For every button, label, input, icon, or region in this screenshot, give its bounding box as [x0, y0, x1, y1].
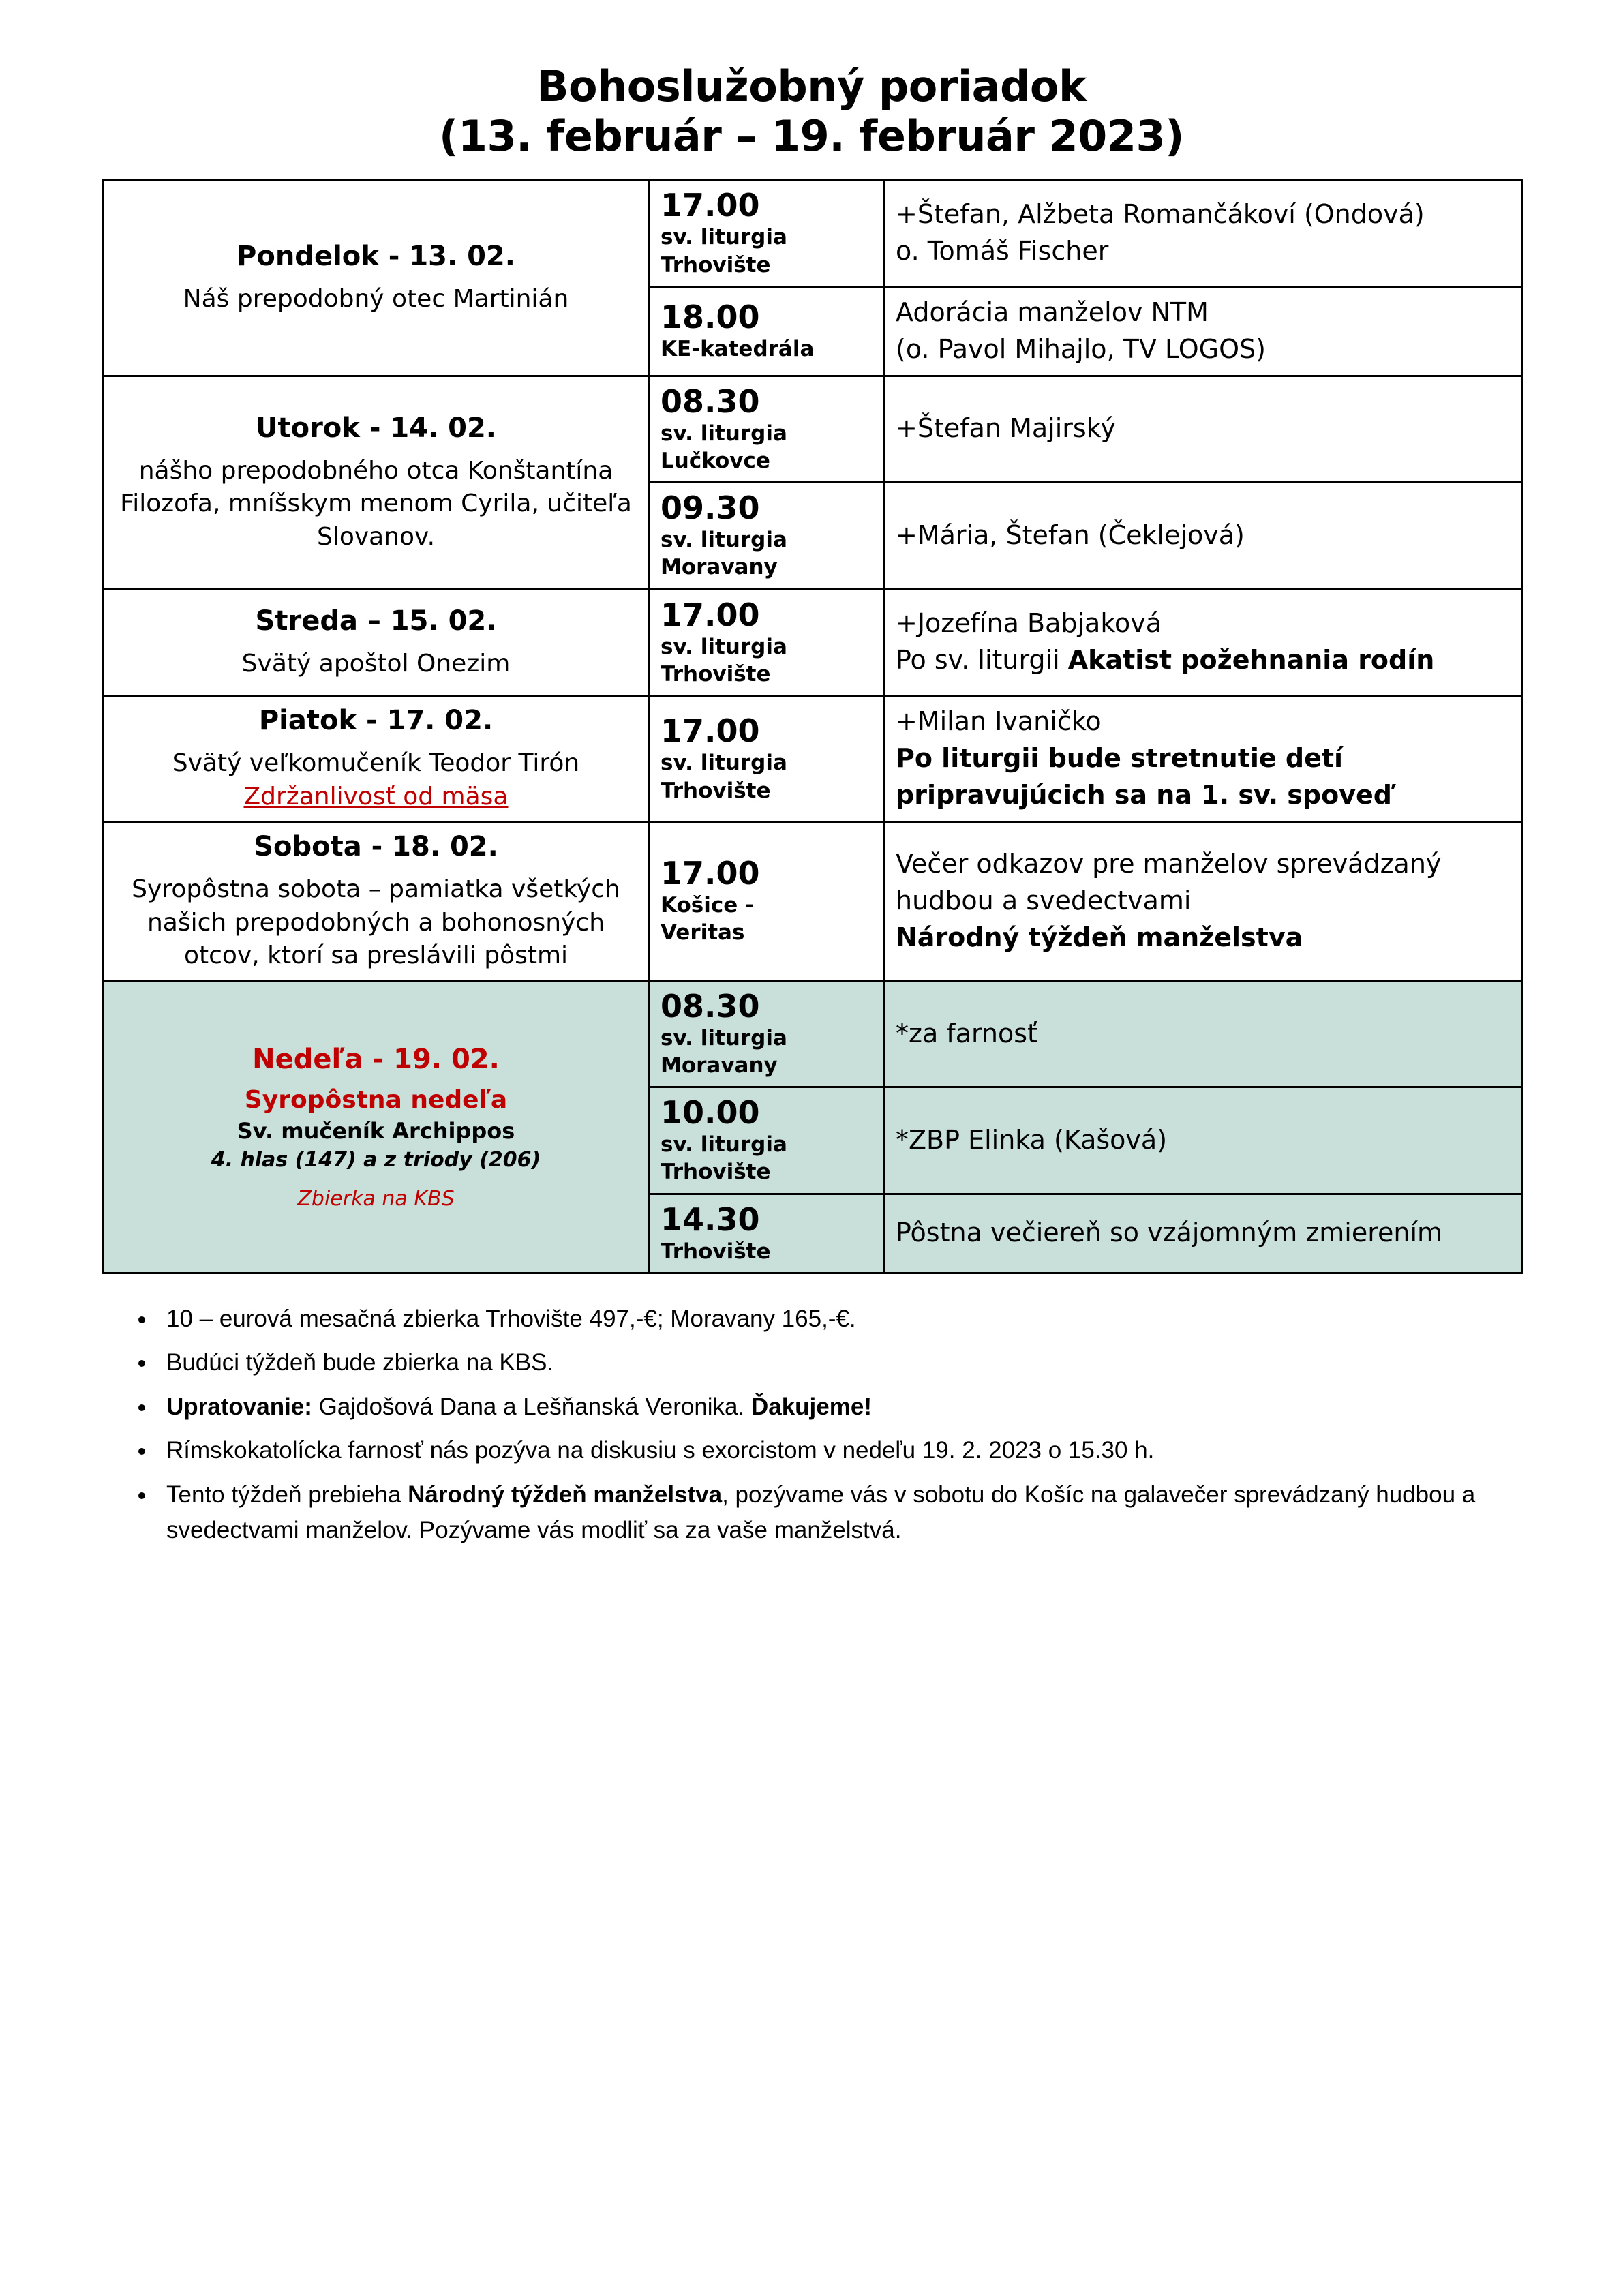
time-value: 17.00 [661, 855, 760, 892]
note-text: Budúci týždeň bude zbierka na KBS. [166, 1349, 554, 1376]
list-item [157, 1389, 1521, 1425]
day-cell-tuesday [104, 376, 649, 589]
service-type: sv. liturgia [661, 1132, 787, 1158]
list-item [157, 1345, 1521, 1381]
note-label-cleaning: Upratovanie: [166, 1393, 312, 1420]
table-row [104, 376, 1522, 482]
time-value: 17.00 [661, 596, 760, 633]
day-title: Sobota - 18. 02. [254, 831, 498, 863]
time-cell [649, 696, 884, 822]
note-bold: Po liturgii bude stretnutie detí pripravujúcich sa na 1. sv. spoveď [896, 743, 1392, 811]
time-cell [649, 376, 884, 482]
time-value: 17.00 [661, 187, 760, 224]
day-title: Utorok - 14. 02. [256, 412, 496, 444]
service-place: KE-katedrála [661, 337, 815, 362]
time-cell [649, 286, 884, 376]
note-text: Gajdošová Dana a Lešňanská Veronika. [312, 1393, 751, 1420]
day-subtitle: Syropôstna sobota – pamiatka všetkých našich prepodobných a bohonosných otcov, ktorí sa preslávili pôstmi [132, 875, 620, 970]
table-row-sunday [104, 980, 1522, 1087]
note-line-bold [896, 740, 1510, 814]
table-row [104, 822, 1522, 981]
note-bold: Národný týždeň manželstva [408, 1481, 723, 1508]
time-cell [649, 483, 884, 589]
time-value: 10.00 [661, 1094, 760, 1132]
note-line: +Jozefína Babjaková [896, 608, 1162, 639]
note-bold: Národný týždeň manželstva [896, 922, 1303, 952]
page-title [102, 61, 1521, 161]
note-thanks: Ďakujeme! [750, 1393, 872, 1420]
note-bold: Akatist požehnania rodín [1067, 645, 1435, 676]
service-place: Moravany [661, 1053, 778, 1078]
table-row [104, 180, 1522, 286]
day-title: Nedeľa - 19. 02. [252, 1044, 500, 1076]
time-value: 18.00 [661, 299, 760, 336]
time-cell [649, 180, 884, 286]
time-value: 14.30 [661, 1200, 760, 1238]
service-place-2: Veritas [661, 920, 745, 946]
service-place: Trhovište [661, 252, 771, 277]
announcements-list [102, 1301, 1521, 1549]
note-text: Tento týždeň prebieha [166, 1481, 408, 1508]
service-place: Košice - [661, 893, 754, 918]
sunday-subtitle-2: Sv. mučeník Archippos [237, 1118, 515, 1145]
service-place: Lučkovce [661, 448, 770, 473]
note-line: +Milan Ivaničko [896, 706, 1102, 737]
service-type: sv. liturgia [661, 528, 787, 553]
service-place: Trhovište [661, 1239, 771, 1264]
note-cell [884, 180, 1522, 286]
time-cell [649, 980, 884, 1087]
day-subtitle: Svätý apoštol Onezim [241, 650, 511, 678]
note-text-2: , pozývame vás v sobotu do Košíc na galavečer sprevádzaný hudbou a svedectvami manželov. Pozývame vás modliť sa za vaše manželstvá. [166, 1481, 1476, 1544]
day-subtitle: nášho prepodobného otca Konštantína Filozofa, mníšskym menom Cyrila, učiteľa Slovanov. [120, 456, 632, 551]
note-line: o. Tomáš Fischer [896, 236, 1109, 267]
note-line: Večer odkazov pre manželov sprevádzaný hudbou a svedectvami [896, 848, 1442, 916]
day-cell-friday [104, 696, 649, 822]
time-value: 08.30 [661, 382, 760, 420]
service-place: Trhovište [661, 778, 771, 803]
sunday-subtitle-1: Syropôstna nedeľa [244, 1086, 508, 1115]
note-cell: Pôstna večiereň so vzájomným zmierením [884, 1194, 1522, 1273]
time-cell [649, 822, 884, 981]
time-value: 08.30 [661, 987, 760, 1025]
service-type: sv. liturgia [661, 225, 787, 250]
day-subtitle: Náš prepodobný otec Martinián [183, 285, 569, 314]
title-line-1: Bohoslužobný poriadok [536, 61, 1087, 111]
day-title: Pondelok - 13. 02. [237, 241, 515, 273]
time-value: 09.30 [661, 489, 760, 527]
service-type: sv. liturgia [661, 751, 787, 776]
note-line: Adorácia manželov NTM [896, 297, 1209, 327]
list-item [157, 1477, 1521, 1549]
day-title: Piatok - 17. 02. [258, 705, 494, 737]
title-line-2: (13. február – 19. február 2023) [439, 111, 1184, 162]
note-line-bold [896, 920, 1510, 956]
note-cell [884, 589, 1522, 695]
service-type: sv. liturgia [661, 421, 787, 446]
table-row [104, 589, 1522, 695]
table-row [104, 696, 1522, 822]
note-text: Rímskokatolícka farnosť nás pozýva na diskusiu s exorcistom v nedeľu 19. 2. 2023 o 15.30 h. [166, 1437, 1155, 1464]
service-place: Trhovište [661, 1160, 771, 1185]
service-type: sv. liturgia [661, 634, 787, 659]
schedule-table [102, 179, 1523, 1274]
day-cell-wednesday [104, 589, 649, 695]
note-cell [884, 286, 1522, 376]
list-item [157, 1433, 1521, 1469]
sunday-collection-note: Zbierka na KBS [297, 1187, 455, 1211]
note-line: (o. Pavol Mihajlo, TV LOGOS) [896, 333, 1266, 364]
time-value: 17.00 [661, 712, 760, 750]
fasting-note: Zdržanlivosť od mäsa [243, 783, 509, 811]
note-cell [884, 822, 1522, 981]
note-cell: *ZBP Elinka (Kašová) [884, 1087, 1522, 1194]
time-cell [649, 1087, 884, 1194]
note-plain: Po sv. liturgii [896, 645, 1068, 676]
service-place: Moravany [661, 555, 778, 580]
list-item [157, 1301, 1521, 1338]
service-place: Trhovište [661, 661, 771, 686]
note-cell: +Štefan Majirský [884, 376, 1522, 482]
note-line: +Štefan, Alžbeta Romančákoví (Ondová) [896, 199, 1425, 230]
time-cell [649, 1194, 884, 1273]
day-cell-sunday [104, 980, 649, 1273]
day-subtitle: Svätý veľkomučeník Teodor Tirón [172, 749, 580, 778]
note-cell: *za farnosť [884, 980, 1522, 1087]
day-cell-monday [104, 180, 649, 376]
time-cell [649, 589, 884, 695]
day-cell-saturday [104, 822, 649, 981]
sunday-tone-note: 4. hlas (147) a z triody (206) [211, 1148, 541, 1173]
note-cell [884, 696, 1522, 822]
day-title: Streda – 15. 02. [255, 605, 497, 637]
note-text: 10 – eurová mesačná zbierka Trhovište 497,-€; Moravany 165,-€. [166, 1305, 856, 1332]
note-cell: +Mária, Štefan (Čeklejová) [884, 483, 1522, 589]
service-type: sv. liturgia [661, 1025, 787, 1051]
note-line-mixed [896, 642, 1510, 679]
